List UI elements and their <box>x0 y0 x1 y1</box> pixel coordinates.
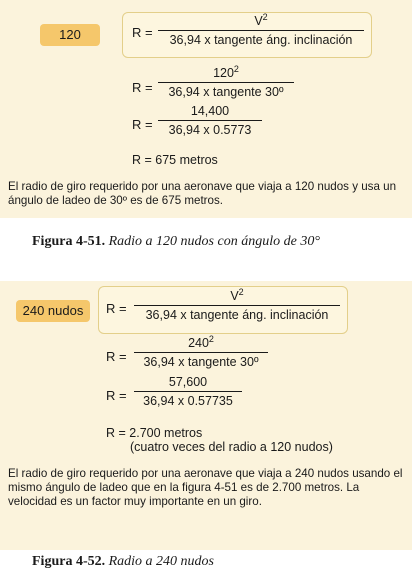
r-equals: R = <box>106 349 127 364</box>
figure-4-51-panel <box>0 0 412 218</box>
formula-fraction-2 <box>158 63 294 100</box>
denominator: 36,94 x tangente áng. inclinación <box>169 33 353 47</box>
formula-fraction-2 <box>134 333 268 370</box>
formula-fraction-1 <box>158 11 364 48</box>
caption-title: Radio a 240 nudos <box>108 554 214 569</box>
r-equals: R = <box>132 25 153 40</box>
denominator: 36,94 x tangente 30º <box>168 85 284 99</box>
denominator: 36,94 x tangente 30º <box>143 355 259 369</box>
numerator: $V^2$ <box>254 11 268 28</box>
figure-caption <box>32 234 320 250</box>
formula-fraction-3 <box>134 375 242 409</box>
r-equals: R = <box>106 388 127 403</box>
numerator: 57,600 <box>168 375 208 389</box>
result-text: R = 2.700 metros <box>106 426 203 440</box>
figure-description: El radio de giro requerido por una aeronave que viaja a 120 nudos y usa un ángulo de ladeo de 30º es de 675 metros. <box>8 180 397 207</box>
result-note: (cuatro veces del radio a 120 nudos) <box>130 440 333 454</box>
caption-title: Radio a 120 nudos con ángulo de 30° <box>108 234 320 249</box>
speed-badge: 120 <box>40 24 100 46</box>
numerator: 14,400 <box>190 104 230 118</box>
r-equals: R = <box>106 301 127 316</box>
speed-badge: 240 nudos <box>16 300 90 322</box>
figure-caption <box>32 554 214 570</box>
formula-fraction-3 <box>158 104 262 138</box>
figure-4-52-panel <box>0 281 412 550</box>
denominator: 36,94 x 0.5773 <box>168 123 252 137</box>
denominator: 36,94 x tangente áng. inclinación <box>145 308 329 322</box>
formula-fraction-1 <box>134 286 340 323</box>
r-equals: R = <box>132 80 153 95</box>
denominator: 36,94 x 0.57735 <box>143 394 233 408</box>
r-equals: R = <box>132 117 153 132</box>
caption-number: Figura 4-51. <box>32 234 106 249</box>
caption-number: Figura 4-52. <box>32 554 106 569</box>
numerator: $V^2$ <box>230 286 244 303</box>
numerator: $120^2$ <box>213 63 239 80</box>
result-text: R = 675 metros <box>132 153 218 167</box>
figure-description: El radio de giro requerido por una aeronave que viaja a 240 nudos usando el mismo ángulo de ladeo que en la figura 4-51 es de 2.700 metros. La velocidad es un factor muy importante en un giro. <box>8 467 403 508</box>
numerator: $240^2$ <box>188 333 214 350</box>
